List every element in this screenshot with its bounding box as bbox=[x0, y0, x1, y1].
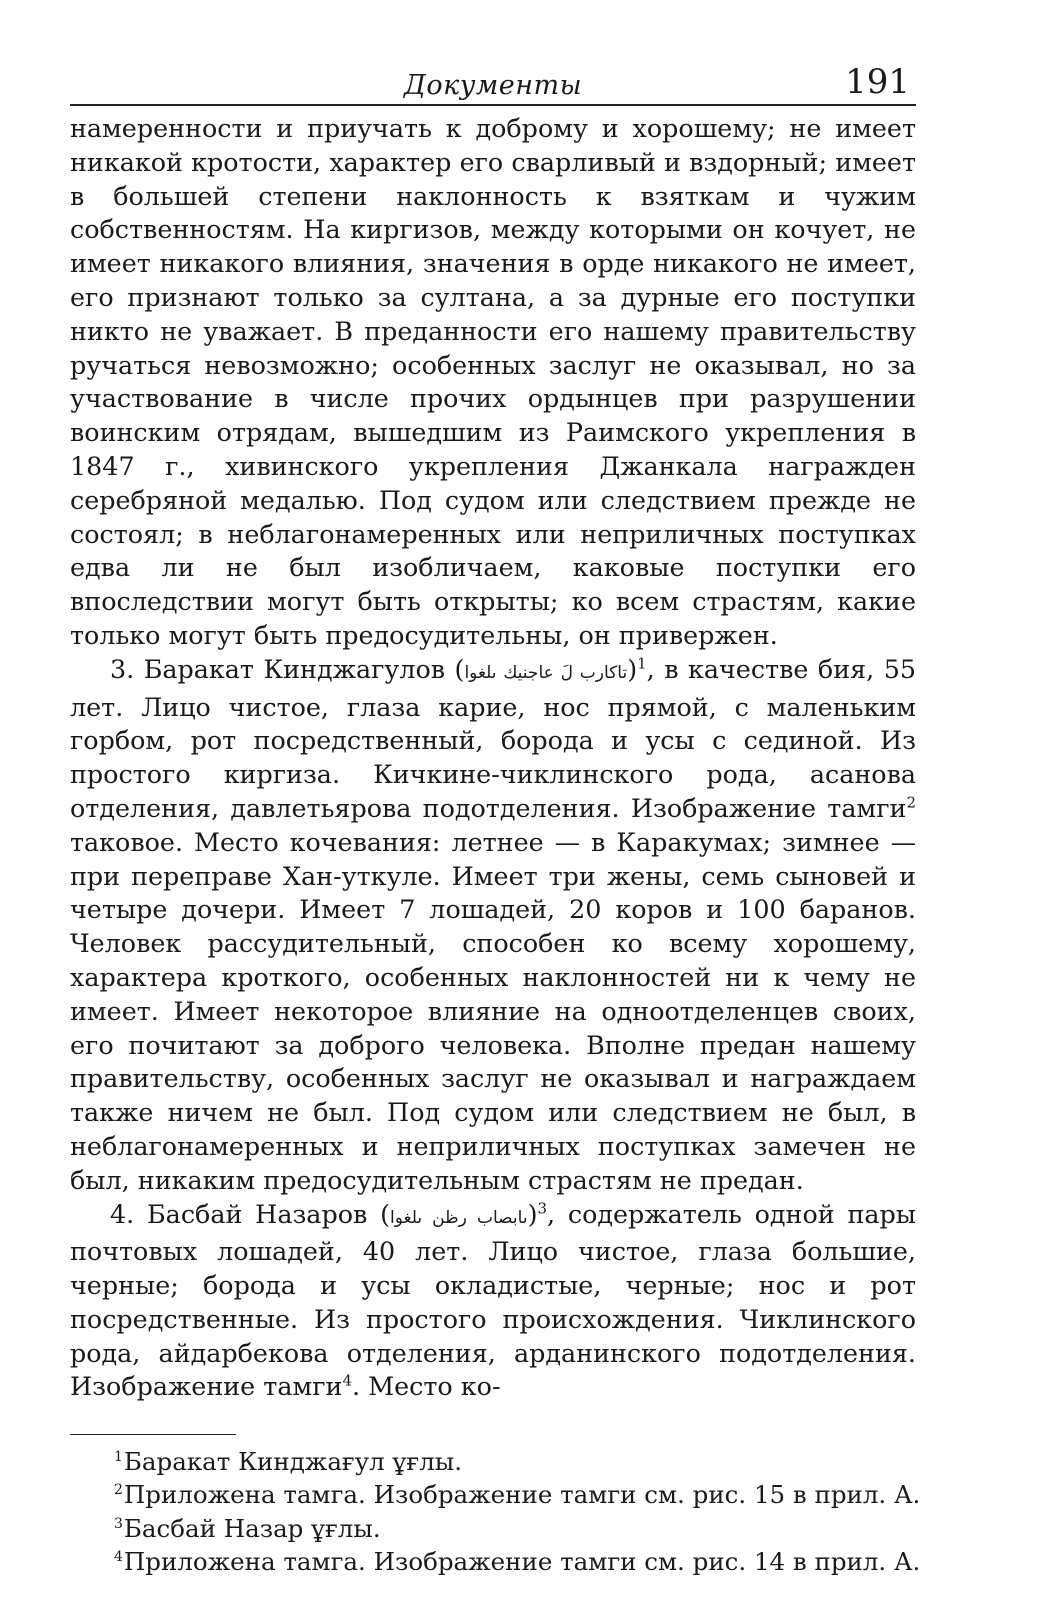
footnote-text: Приложена тамга. Изображение тамги см. рис. 14 в прил. А. bbox=[123, 1546, 921, 1576]
paragraph-entry-4 bbox=[70, 1198, 916, 1405]
footnote-mark: 1 bbox=[114, 1449, 123, 1466]
entry-3-text-end: таковое. Место кочевания: летнее — в Каракумах; зимнее — при переправе Хан-уткуле. Имеет три жены, семь сыновей и четыре дочери. Имеет 7 лошадей, 20 коров и 100 баранов. Человек рассудительный, способен ко всему хорошему, характера кроткого, особенных наклонностей ни к чему не имеет. Имеет некоторое влияние на одноотделенцев своих, его почитают за доброго человека. Вполне предан нашему правительству, особенных заслуг не оказывал и награждаем также ничем не был. Под судом или следствием не был, в неблагонамеренных и неприличных поступках замечен не был, никаким предосудительным страстям не предан. bbox=[70, 826, 916, 1195]
book-page bbox=[70, 62, 921, 1578]
footnote-text: Баракат Кинджағул ұғлы. bbox=[123, 1447, 463, 1477]
entry-3-text: , в качестве бия, 55 лет. Лицо чистое, глаза карие, нос прямой, с маленьким горбом, рот посредственный, борода и усы с сединой. Из простого киргиза. Кичкине-чиклинского рода, асанова отделения, давлетьярова подотделения. Изображение тамги bbox=[70, 653, 917, 823]
header-rule bbox=[70, 104, 916, 106]
footnote-3 bbox=[114, 1512, 916, 1545]
footnote-text: Приложена тамга. Изображение тамги см. рис. 15 в прил. А. bbox=[123, 1480, 921, 1510]
entry-4-paren-close: ) bbox=[527, 1198, 538, 1229]
footnote-text: Басбай Назар ұғлы. bbox=[123, 1513, 381, 1543]
footnote-1 bbox=[114, 1445, 916, 1478]
entry-4-arabic-name: ىابصاب رظن ىلغوا bbox=[389, 1207, 528, 1228]
entry-3-paren-close: ) bbox=[627, 653, 638, 684]
entry-3-start: 3. Баракат Кинджагулов ( bbox=[110, 653, 465, 684]
footnote-ref-4: 4 bbox=[342, 1372, 352, 1391]
running-header bbox=[70, 62, 916, 104]
page-number: 191 bbox=[845, 62, 910, 102]
entry-4-start: 4. Басбай Назаров ( bbox=[110, 1198, 390, 1229]
footnote-ref-3: 3 bbox=[537, 1199, 548, 1218]
footnote-2 bbox=[114, 1478, 921, 1511]
entry-3-arabic-name: تاكارب لَ عاجنيك ىلغوا bbox=[464, 662, 628, 683]
footnote-4 bbox=[114, 1545, 921, 1578]
entry-4-text: , содержатель одной пары почтовых лошадей, 40 лет. Лицо чистое, глаза большие, черные; борода и усы окладистые, черные; нос и рот посредственные. Из простого происхождения. Чиклинского рода, айдарбекова отделения, арданинского подотделения. Изображение тамги bbox=[70, 1198, 916, 1402]
footnote-rule bbox=[70, 1434, 236, 1435]
footnote-mark: 3 bbox=[114, 1515, 123, 1532]
footnote-mark: 4 bbox=[114, 1548, 123, 1565]
main-text bbox=[70, 112, 916, 1404]
footnote-mark: 2 bbox=[114, 1482, 123, 1499]
footnote-ref-1: 1 bbox=[637, 654, 647, 673]
paragraph-entry-3 bbox=[70, 653, 916, 1198]
paragraph-continuation: намеренности и приучать к доброму и хорошему; не имеет никакой кротости, характер его сварливый и вздорный; имеет в большей степени наклонность к взяткам и чужим собственностям. На киргизов, между которыми он кочует, не имеет никакого влияния, значения в орде никакого не имеет, его признают только за султана, а за дурные его поступки никто не уважает. В преданности его нашему правительству ручаться невозможно; особенных заслуг не оказывал, но за участвование в числе прочих ордынцев при разрушении воинским отрядам, вышедшим из Раимского укрепления в 1847 г., хивинского укрепления Джанкала награжден серебряной медалью. Под судом или следствием прежде не состоял; в неблагонамеренных или неприличных поступках едва ли не был изобличаем, каковые поступки его впоследствии могут быть открыты; ко всем страстям, какие только могут быть предосудительны, он привержен. bbox=[70, 113, 916, 650]
footnotes bbox=[70, 1445, 921, 1578]
footnote-ref-2: 2 bbox=[906, 793, 916, 812]
running-title: Документы bbox=[403, 70, 583, 101]
entry-4-text-end: . Место ко- bbox=[352, 1371, 501, 1402]
